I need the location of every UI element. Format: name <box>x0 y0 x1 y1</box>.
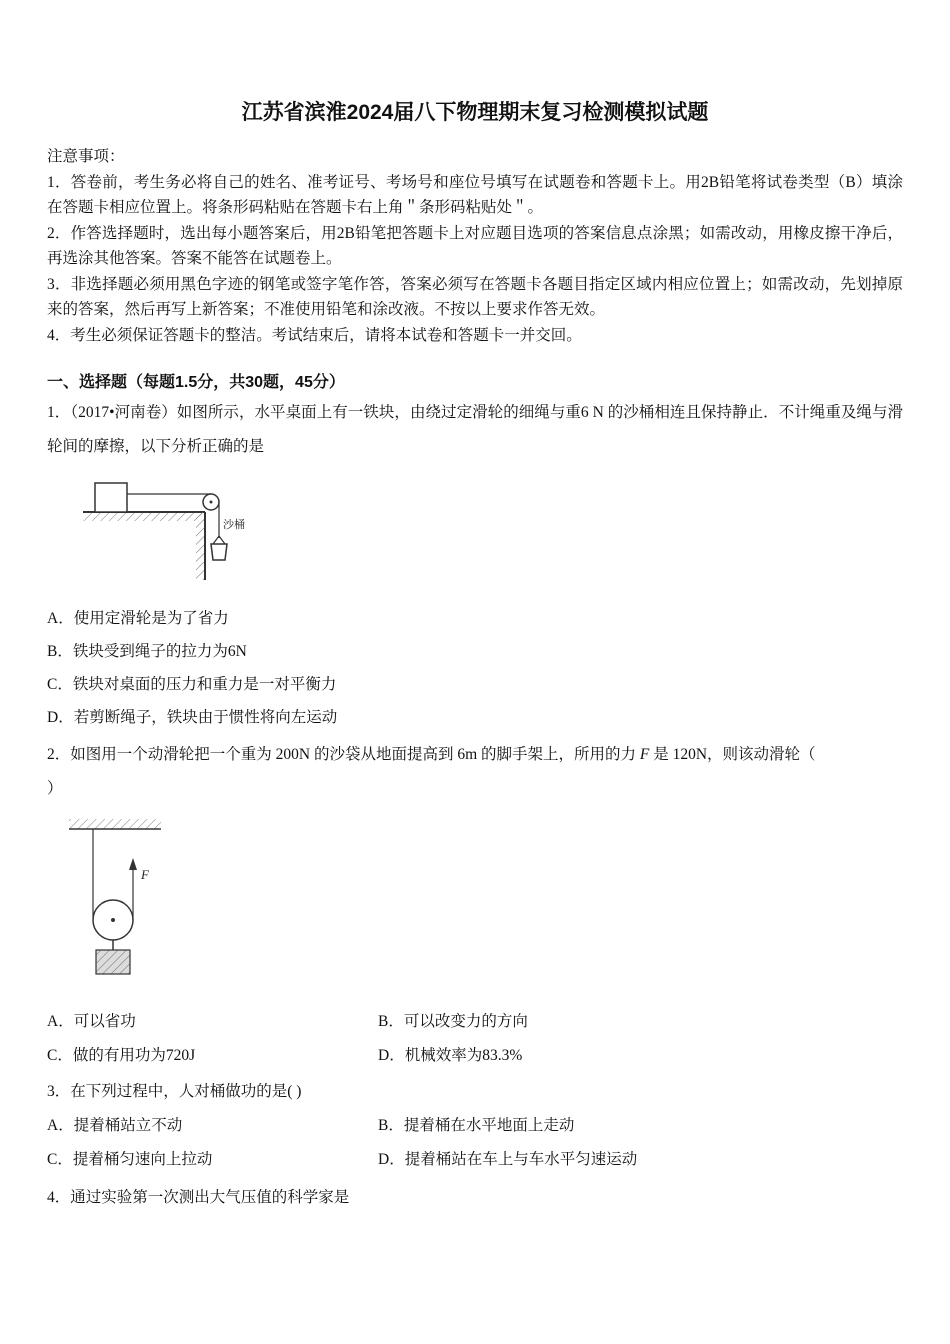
q3-option-b: B．提着桶在水平地面上走动 <box>378 1117 575 1134</box>
ceiling-hatch <box>69 819 161 829</box>
q1-option-c: C．铁块对桌面的压力和重力是一对平衡力 <box>47 676 337 693</box>
q1-option-d: D．若剪断绳子，铁块由于惯性将向左运动 <box>47 709 338 726</box>
table-surface-hatch <box>83 512 205 521</box>
page-title: 江苏省滨淮2024届八下物理期末复习检测模拟试题 <box>241 101 709 124</box>
notes-heading: 注意事项： <box>47 148 125 165</box>
force-arrowhead <box>129 858 137 870</box>
q3-stem: 3．在下列过程中，人对桶做功的是( ) <box>47 1083 302 1100</box>
q3-option-a: A．提着桶站立不动 <box>47 1117 183 1134</box>
movable-pulley-diagram <box>65 816 185 978</box>
table-pulley-diagram <box>75 470 265 585</box>
q3-option-c: C．提着桶匀速向上拉动 <box>47 1151 213 1168</box>
note-item: 4．考生必须保证答题卡的整洁。考试结束后，请将本试卷和答题卡一并交回。 <box>47 326 582 344</box>
q1-option-a: A．使用定滑轮是为了省力 <box>47 610 229 627</box>
note-item: 1．答卷前，考生务必将自己的姓名、准考证号、考场号和座位号填写在试题卷和答题卡上。用2B铅笔将试卷类型（B）填涂在答题卡相应位置上。将条形码粘贴在答题卡右上角＂条形码粘贴处＂。 <box>47 173 903 216</box>
notes-section <box>47 144 903 348</box>
sand-bucket-icon <box>211 544 227 560</box>
pulley-axle <box>210 501 213 504</box>
force-label: F <box>141 867 149 882</box>
iron-block-icon <box>95 483 127 512</box>
q2-figure <box>65 816 903 983</box>
note-item: 2．作答选择题时，选出每小题答案后，用2B铅笔把答题卡上对应题目选项的答案信息点涂黑；如需改动，用橡皮擦干净后，再选涂其他答案。答案不能答在试题卷上。 <box>47 224 903 267</box>
q1-figure <box>75 470 903 590</box>
q2-option-a: A．可以省功 <box>47 1013 136 1030</box>
q3-options <box>47 1109 903 1177</box>
q2-option-b: B．可以改变力的方向 <box>378 1013 528 1030</box>
section-heading: 一、选择题（每题1.5分，共30题，45分） <box>47 374 345 391</box>
table-side-hatch <box>196 512 205 580</box>
q2-stem-text: 2．如图用一个动滑轮把一个重为 200N 的沙袋从地面提高到 6m 的脚手架上，所用的力 <box>47 746 640 763</box>
q4-stem: 4．通过实验第一次测出大气压值的科学家是 <box>47 1189 350 1206</box>
q1-stem: 1．（2017•河南卷）如图所示，水平桌面上有一铁块，由绕过定滑轮的细绳与重6 N 的沙桶相连且保持静止．不计绳重及绳与滑轮间的摩擦，以下分析正确的是 <box>47 404 903 455</box>
q3-option-d: D．提着桶站在车上与车水平匀速运动 <box>378 1151 638 1168</box>
q1-option-b: B．铁块受到绳子的拉力为6N <box>47 643 247 660</box>
q2-option-d: D．机械效率为83.3% <box>378 1047 523 1064</box>
q2-stem-text-after: 是 120N，则该动滑轮（ <box>649 746 816 763</box>
q2-option-c: C．做的有用功为720J <box>47 1047 196 1064</box>
pulley-axle <box>111 918 115 922</box>
force-symbol: F <box>639 746 650 763</box>
note-item: 3．非选择题必须用黑色字迹的钢笔或签字笔作答，答案必须写在答题卡各题目指定区域内相应位置上；如需改动，先划掉原来的答案，然后再写上新答案；不准使用铅笔和涂改液。不按以上要求作答无效。 <box>47 275 903 318</box>
q2-options <box>47 1005 903 1073</box>
q2-stem-close: ） <box>47 780 63 797</box>
q2-stem <box>47 738 903 772</box>
sand-bucket-label: 沙桶 <box>223 519 245 531</box>
load-block-icon <box>96 950 130 974</box>
